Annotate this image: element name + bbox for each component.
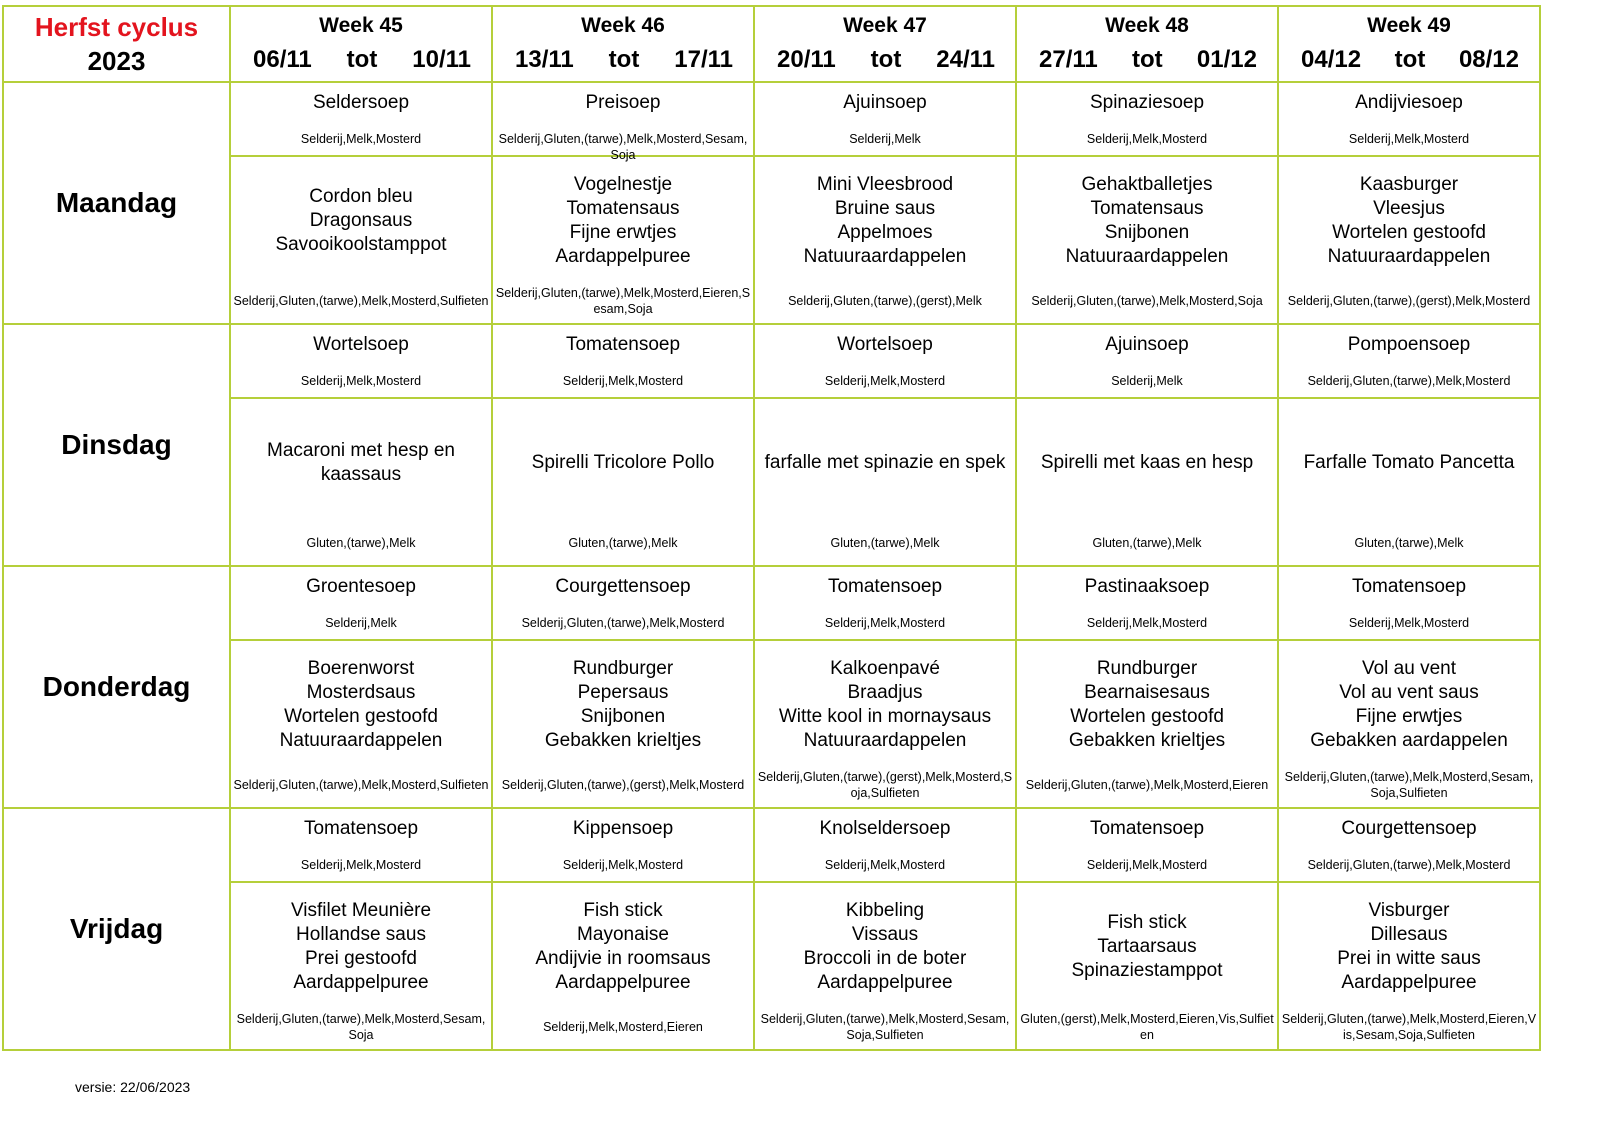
dish-line: Prei in witte saus [1337,948,1481,969]
main-dish-allergens: Selderij,Gluten,(tarwe),Melk,Mosterd,Eieren,Vis,Sesam,Soja,Sulfieten [1281,1012,1537,1042]
soup-allergens: Selderij,Melk,Mosterd [562,858,684,872]
main-dish-lines [276,641,447,769]
soup-cell [754,566,1016,640]
soup-name: Groentesoep [306,576,416,597]
day-name: Dinsdag [61,429,172,460]
main-dish-lines [1306,641,1512,769]
soup-name: Preisoep [585,92,661,113]
dish-line: Gebakken aardappelen [1310,730,1508,751]
main-dish-cell [230,398,492,566]
main-dish-content [1279,883,1539,1049]
main-dish-cell [492,398,754,566]
dish-line: Mosterdsaus [306,682,416,703]
dish-line: Fijne erwtjes [569,222,677,243]
main-dish-cell [492,882,754,1050]
soup-name: Tomatensoep [827,576,943,597]
soup-content [755,325,1015,397]
dish-line: Fijne erwtjes [1355,706,1463,727]
week-header [230,6,492,82]
dish-line: Rundburger [1096,658,1198,679]
main-dish-cell [1278,398,1540,566]
dish-line: Spirelli Tricolore Pollo [531,452,715,473]
main-dish-allergens: Selderij,Gluten,(tarwe),(gerst),Melk [788,294,982,308]
main-dish-content [493,157,753,323]
dish-line: Aardappelpuree [555,246,691,267]
soup-content [1017,809,1277,881]
soup-name: Ajuinsoep [1105,334,1189,355]
soup-allergens: Selderij,Melk,Mosterd [824,374,946,388]
main-dish-allergens: Gluten,(gerst),Melk,Mosterd,Eieren,Vis,Sulfieten [1020,1012,1274,1042]
main-dish-cell [754,882,1016,1050]
soup-allergens: Selderij,Melk,Mosterd [300,374,422,388]
main-dish-lines [1065,641,1229,769]
dish-line: Farfalle Tomato Pancetta [1303,452,1515,473]
soup-cell [1278,324,1540,398]
dish-line: Visfilet Meunière [290,900,432,921]
day-cell [3,82,230,324]
main-dish-cell [1016,398,1278,566]
week-separator: tot [1394,46,1426,73]
soup-cell [230,566,492,640]
soup-name: Courgettensoep [555,576,691,597]
main-dish-row [3,882,1540,1050]
menu-table [2,5,1541,1051]
week-from: 13/11 [515,46,574,73]
cycle-title: Herfst cyclus [34,12,199,42]
main-dish-row [3,398,1540,566]
header-row [3,6,1540,82]
main-dish-content [755,399,1015,565]
main-dish-cell [230,640,492,808]
week-from: 27/11 [1039,46,1098,73]
soup-content [1017,83,1277,155]
soup-content [231,83,491,155]
main-dish-cell [1016,156,1278,324]
soup-allergens: Selderij,Gluten,(tarwe),Melk,Mosterd [1307,858,1511,872]
main-dish-allergens: Gluten,(tarwe),Melk [1092,536,1202,550]
week-header [492,6,754,82]
soup-allergens: Selderij,Melk,Mosterd [1086,616,1208,630]
soup-content [1279,325,1539,397]
soup-cell [230,82,492,156]
soup-cell [1016,808,1278,882]
main-dish-allergens: Selderij,Gluten,(tarwe),Melk,Mosterd,Sesam,Soja,Sulfieten [1284,770,1534,800]
main-dish-allergens: Selderij,Gluten,(tarwe),Melk,Mosterd,Sulfieten [233,294,489,308]
soup-row [3,82,1540,156]
main-dish-lines [528,399,719,527]
dish-line: Spirelli met kaas en hesp [1040,452,1254,473]
cycle-title-cell [3,6,230,82]
soup-content [231,567,491,639]
dish-line: Tomatensaus [1090,198,1204,219]
main-dish-content [231,399,491,565]
dish-line: Wortelen gestoofd [1070,706,1224,727]
week-from: 20/11 [777,46,836,73]
main-dish-lines [1333,883,1485,1011]
dish-line: Witte kool in mornaysaus [778,706,992,727]
week-to: 17/11 [674,46,733,73]
soup-allergens: Selderij,Melk,Mosterd [300,132,422,146]
soup-row [3,566,1540,640]
main-dish-lines [287,883,435,1011]
main-dish-allergens: Selderij,Gluten,(tarwe),Melk,Mosterd,Eieren [1025,778,1269,792]
dish-line: Aardappelpuree [555,972,691,993]
dish-line: Natuuraardappelen [1065,246,1229,267]
soup-cell [230,808,492,882]
soup-allergens: Selderij,Melk,Mosterd [1348,132,1470,146]
main-dish-lines [541,641,705,769]
soup-content [493,567,753,639]
dish-line: Appelmoes [837,222,933,243]
week-header [1278,6,1540,82]
soup-name: Andijviesoep [1355,92,1463,113]
soup-content [493,325,753,397]
main-dish-allergens: Gluten,(tarwe),Melk [568,536,678,550]
main-dish-content [1279,399,1539,565]
soup-allergens: Selderij,Melk,Mosterd [824,616,946,630]
soup-content [1017,325,1277,397]
main-dish-allergens: Selderij,Gluten,(tarwe),(gerst),Melk,Mosterd [501,778,745,792]
main-dish-lines [800,883,971,1011]
main-dish-allergens: Selderij,Gluten,(tarwe),(gerst),Melk,Mosterd [1287,294,1531,308]
main-dish-lines [271,157,450,285]
soup-cell [754,808,1016,882]
dish-line: Natuuraardappelen [1327,246,1491,267]
soup-cell [492,808,754,882]
main-dish-content [755,157,1015,323]
soup-name: Tomatensoep [303,818,419,839]
dish-line: Kalkoenpavé [830,658,940,679]
soup-name: Tomatensoep [565,334,681,355]
soup-allergens: Selderij,Melk,Mosterd [1348,616,1470,630]
dish-line: Vissaus [851,924,919,945]
day-name: Donderdag [42,671,191,702]
soup-content [231,809,491,881]
dish-line: Savooikoolstamppot [275,234,447,255]
dish-line: Natuuraardappelen [803,246,967,267]
week-from: 04/12 [1301,46,1362,73]
week-separator: tot [608,46,640,73]
dish-line: Aardappelpuree [1341,972,1477,993]
soup-name: Courgettensoep [1341,818,1477,839]
dish-line: Tartaarsaus [1097,936,1197,957]
soup-name: Tomatensoep [1089,818,1205,839]
dish-line: Pepersaus [577,682,669,703]
week-separator: tot [346,46,378,73]
dish-line: farfalle met spinazie en spek [764,452,1006,473]
day-name: Vrijdag [69,913,164,944]
main-dish-content [493,883,753,1049]
soup-allergens: Selderij,Gluten,(tarwe),Melk,Mosterd [521,616,725,630]
main-dish-allergens: Gluten,(tarwe),Melk [830,536,940,550]
dish-line: Bearnaisesaus [1084,682,1210,703]
main-dish-cell [1278,156,1540,324]
soup-name: Wortelsoep [837,334,933,355]
week-from: 06/11 [253,46,312,73]
main-dish-content [1017,641,1277,807]
soup-allergens: Selderij,Melk [849,132,921,146]
dish-line: Wortelen gestoofd [284,706,438,727]
dish-line: Vogelnestje [573,174,673,195]
main-dish-lines [1037,399,1257,527]
soup-cell [492,324,754,398]
dish-line: Fish stick [1107,912,1187,933]
main-dish-row [3,640,1540,808]
dish-line: Snijbonen [580,706,666,727]
week-label: Week 48 [1105,14,1189,37]
week-dates [1017,42,1277,78]
soup-content [1279,567,1539,639]
soup-content [1017,567,1277,639]
soup-name: Knolseldersoep [819,818,951,839]
main-dish-cell [754,640,1016,808]
week-header [754,6,1016,82]
dish-line: Broccoli in de boter [803,948,967,969]
dish-line: Dillesaus [1370,924,1448,945]
main-dish-content [755,641,1015,807]
main-dish-allergens: Selderij,Gluten,(tarwe),Melk,Mosterd,Eieren,Sesam,Soja [495,286,751,316]
main-dish-cell [1278,882,1540,1050]
soup-name: Kippensoep [572,818,674,839]
week-to: 01/12 [1196,46,1257,73]
dish-line: Wortelen gestoofd [1332,222,1486,243]
main-dish-content [1279,157,1539,323]
soup-row [3,324,1540,398]
dish-line: Macaroni met hesp en kaassaus [267,440,455,485]
dish-line: Tomatensaus [566,198,680,219]
day-name: Maandag [55,187,178,218]
soup-allergens: Selderij,Melk,Mosterd [1086,858,1208,872]
main-dish-allergens: Gluten,(tarwe),Melk [306,536,416,550]
soup-name: Ajuinsoep [843,92,927,113]
soup-content [755,83,1015,155]
week-label: Week 46 [581,14,665,37]
soup-cell [1278,82,1540,156]
soup-name: Seldersoep [312,92,410,113]
dish-line: Vleesjus [1373,198,1445,219]
main-dish-content [231,883,491,1049]
main-dish-cell [754,156,1016,324]
soup-name: Spinaziesoep [1089,92,1205,113]
dish-line: Hollandse saus [296,924,426,945]
main-dish-cell [1016,882,1278,1050]
main-dish-lines [531,883,714,1011]
main-dish-cell [492,640,754,808]
day-cell [3,324,230,566]
soup-content [1279,83,1539,155]
dish-line: Vol au vent saus [1339,682,1479,703]
soup-allergens: Selderij,Gluten,(tarwe),Melk,Mosterd,Sesam,Soja [498,132,748,162]
menu-body [3,6,1540,1050]
main-dish-cell [492,156,754,324]
main-dish-cell [230,156,492,324]
soup-cell [1278,808,1540,882]
day-cell [3,808,230,1050]
soup-content [1279,809,1539,881]
dish-line: Boerenworst [307,658,415,679]
dish-line: Snijbonen [1104,222,1190,243]
soup-allergens: Selderij,Melk,Mosterd [824,858,946,872]
soup-content [493,83,753,162]
soup-row [3,808,1540,882]
soup-name: Pompoensoep [1347,334,1471,355]
main-dish-content [755,883,1015,1049]
main-dish-cell [754,398,1016,566]
main-dish-content [1279,641,1539,807]
dish-line: Natuuraardappelen [803,730,967,751]
dish-line: Mini Vleesbrood [816,174,954,195]
main-dish-lines [551,157,694,285]
week-dates [493,42,753,78]
main-dish-cell [1016,640,1278,808]
week-dates [231,42,491,78]
main-dish-allergens: Selderij,Gluten,(tarwe),Melk,Mosterd,Soja [1031,294,1263,308]
soup-cell [754,324,1016,398]
dish-line: Vol au vent [1361,658,1456,679]
soup-cell [1278,566,1540,640]
dish-line: Spinaziestamppot [1071,960,1223,981]
main-dish-content [231,641,491,807]
soup-allergens: Selderij,Melk [1111,374,1183,388]
soup-cell [492,566,754,640]
dish-line: Dragonsaus [309,210,413,231]
dish-line: Visburger [1368,900,1450,921]
main-dish-content [493,399,753,565]
main-dish-content [231,157,491,323]
dish-line: Prei gestoofd [305,948,417,969]
week-label: Week 49 [1367,14,1451,37]
cycle-year: 2023 [87,46,146,76]
main-dish-content [1017,399,1277,565]
dish-line: Mayonaise [577,924,669,945]
dish-line: Gebakken krieltjes [544,730,702,751]
main-dish-lines [800,157,971,285]
soup-cell [754,82,1016,156]
soup-name: Wortelsoep [313,334,409,355]
dish-line: Braadjus [847,682,923,703]
main-dish-allergens: Gluten,(tarwe),Melk [1354,536,1464,550]
main-dish-content [493,641,753,807]
soup-cell [230,324,492,398]
dish-line: Rundburger [572,658,674,679]
dish-line: Andijvie in roomsaus [535,948,711,969]
dish-line: Aardappelpuree [293,972,429,993]
soup-allergens: Selderij,Gluten,(tarwe),Melk,Mosterd [1307,374,1511,388]
week-to: 08/12 [1458,46,1519,73]
week-header [1016,6,1278,82]
soup-allergens: Selderij,Melk,Mosterd [1086,132,1208,146]
main-dish-lines [1324,157,1495,285]
dish-line: Gebakken krieltjes [1068,730,1226,751]
main-dish-cell [230,882,492,1050]
version-note: versie: 22/06/2023 [75,1079,191,1095]
main-dish-lines [231,399,491,527]
main-dish-row [3,156,1540,324]
main-dish-allergens: Selderij,Gluten,(tarwe),Melk,Mosterd,Sesam,Soja,Sulfieten [760,1012,1010,1042]
main-dish-cell [1278,640,1540,808]
dish-line: Kaasburger [1359,174,1459,195]
main-dish-content [1017,883,1277,1049]
day-cell [3,566,230,808]
week-label: Week 47 [843,14,927,37]
main-dish-lines [761,399,1010,527]
soup-content [755,809,1015,881]
main-dish-allergens: Selderij,Melk,Mosterd,Eieren [543,1020,703,1034]
dish-line: Cordon bleu [309,186,413,207]
soup-cell [1016,82,1278,156]
week-label: Week 45 [319,14,403,37]
main-dish-lines [775,641,995,769]
soup-name: Tomatensoep [1351,576,1467,597]
week-to: 10/11 [412,46,471,73]
main-dish-allergens: Selderij,Gluten,(tarwe),Melk,Mosterd,Sulfieten [233,778,489,792]
soup-name: Pastinaaksoep [1084,576,1210,597]
main-dish-allergens: Selderij,Gluten,(tarwe),Melk,Mosterd,Sesam,Soja [236,1012,486,1042]
week-to: 24/11 [936,46,995,73]
dish-line: Bruine saus [834,198,936,219]
main-dish-content [1017,157,1277,323]
soup-cell [492,82,754,162]
week-dates [1279,42,1539,78]
week-separator: tot [1132,46,1163,73]
soup-content [755,567,1015,639]
main-dish-lines [1067,883,1226,1011]
soup-cell [1016,324,1278,398]
main-dish-lines [1300,399,1519,527]
soup-allergens: Selderij,Melk,Mosterd [562,374,684,388]
soup-cell [1016,566,1278,640]
dish-line: Natuuraardappelen [279,730,443,751]
dish-line: Fish stick [583,900,663,921]
dish-line: Aardappelpuree [817,972,953,993]
soup-content [493,809,753,881]
week-dates [755,42,1015,78]
dish-line: Gehaktballetjes [1081,174,1213,195]
soup-allergens: Selderij,Melk,Mosterd [300,858,422,872]
soup-allergens: Selderij,Melk [325,616,397,630]
soup-content [231,325,491,397]
main-dish-allergens: Selderij,Gluten,(tarwe),(gerst),Melk,Mosterd,Soja,Sulfieten [757,770,1013,800]
main-dish-lines [1062,157,1233,285]
dish-line: Kibbeling [845,900,925,921]
week-separator: tot [870,46,902,73]
